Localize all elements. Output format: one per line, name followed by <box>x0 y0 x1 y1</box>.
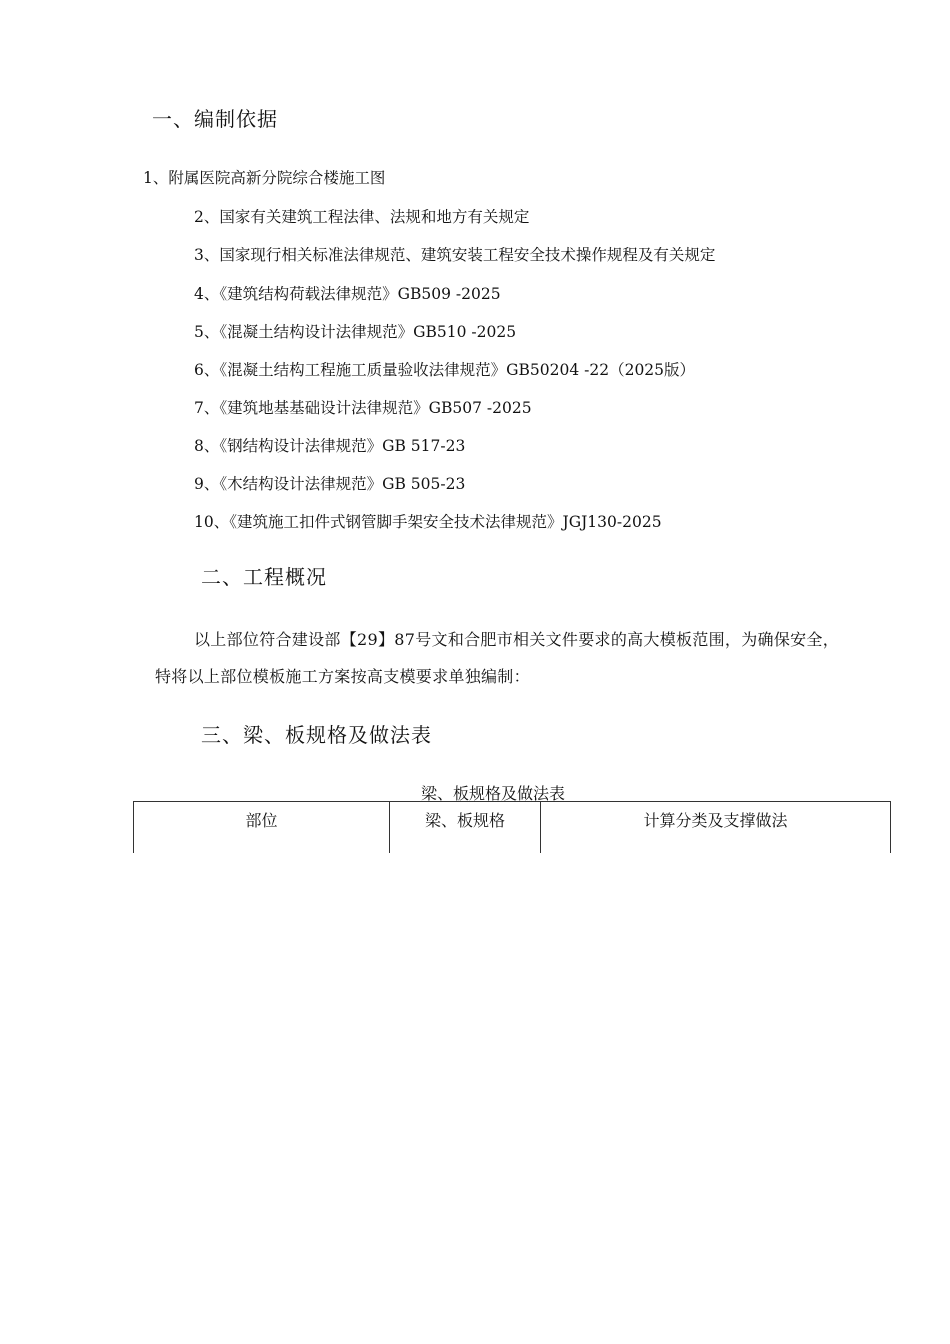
section2-heading: 二、工程概况 <box>201 565 327 589</box>
basis-item-5: 5、《混凝土结构设计法律规范》GB510 -2025 <box>194 323 517 341</box>
table-header-method: 计算分类及支撑做法 <box>541 802 891 854</box>
table-header-row <box>134 802 891 854</box>
basis-item-6: 6、《混凝土结构工程施工质量验收法律规范》GB50204 -22（2025版） <box>194 361 696 379</box>
overview-paragraph-line-2: 特将以上部位模板施工方案按高支模要求单独编制： <box>155 667 530 686</box>
overview-paragraph-line-1: 以上部位符合建设部【29】87号文和合肥市相关文件要求的高大模板范围，为确保安全， <box>194 630 840 649</box>
basis-item-7: 7、《建筑地基基础设计法律规范》GB507 -2025 <box>194 399 532 417</box>
basis-item-8: 8、《钢结构设计法律规范》GB 517-23 <box>194 437 466 455</box>
table-header-location: 部位 <box>134 802 390 854</box>
section3-heading: 三、梁、板规格及做法表 <box>201 723 432 747</box>
section1-heading: 一、编制依据 <box>152 107 278 131</box>
basis-item-4: 4、《建筑结构荷载法律规范》GB509 -2025 <box>194 285 501 303</box>
spec-table <box>133 801 891 853</box>
basis-item-2: 2、国家有关建筑工程法律、法规和地方有关规定 <box>194 208 530 226</box>
table-header-spec: 梁、板规格 <box>390 802 541 854</box>
table-caption: 梁、板规格及做法表 <box>421 784 566 803</box>
basis-item-3: 3、国家现行相关标准法律规范、建筑安装工程安全技术操作规程及有关规定 <box>194 246 716 264</box>
basis-item-9: 9、《木结构设计法律规范》GB 505-23 <box>194 475 466 493</box>
basis-item-1: 1、附属医院高新分院综合楼施工图 <box>143 169 386 187</box>
basis-item-10: 10、《建筑施工扣件式钢管脚手架安全技术法律规范》JGJ130-2025 <box>194 513 662 531</box>
